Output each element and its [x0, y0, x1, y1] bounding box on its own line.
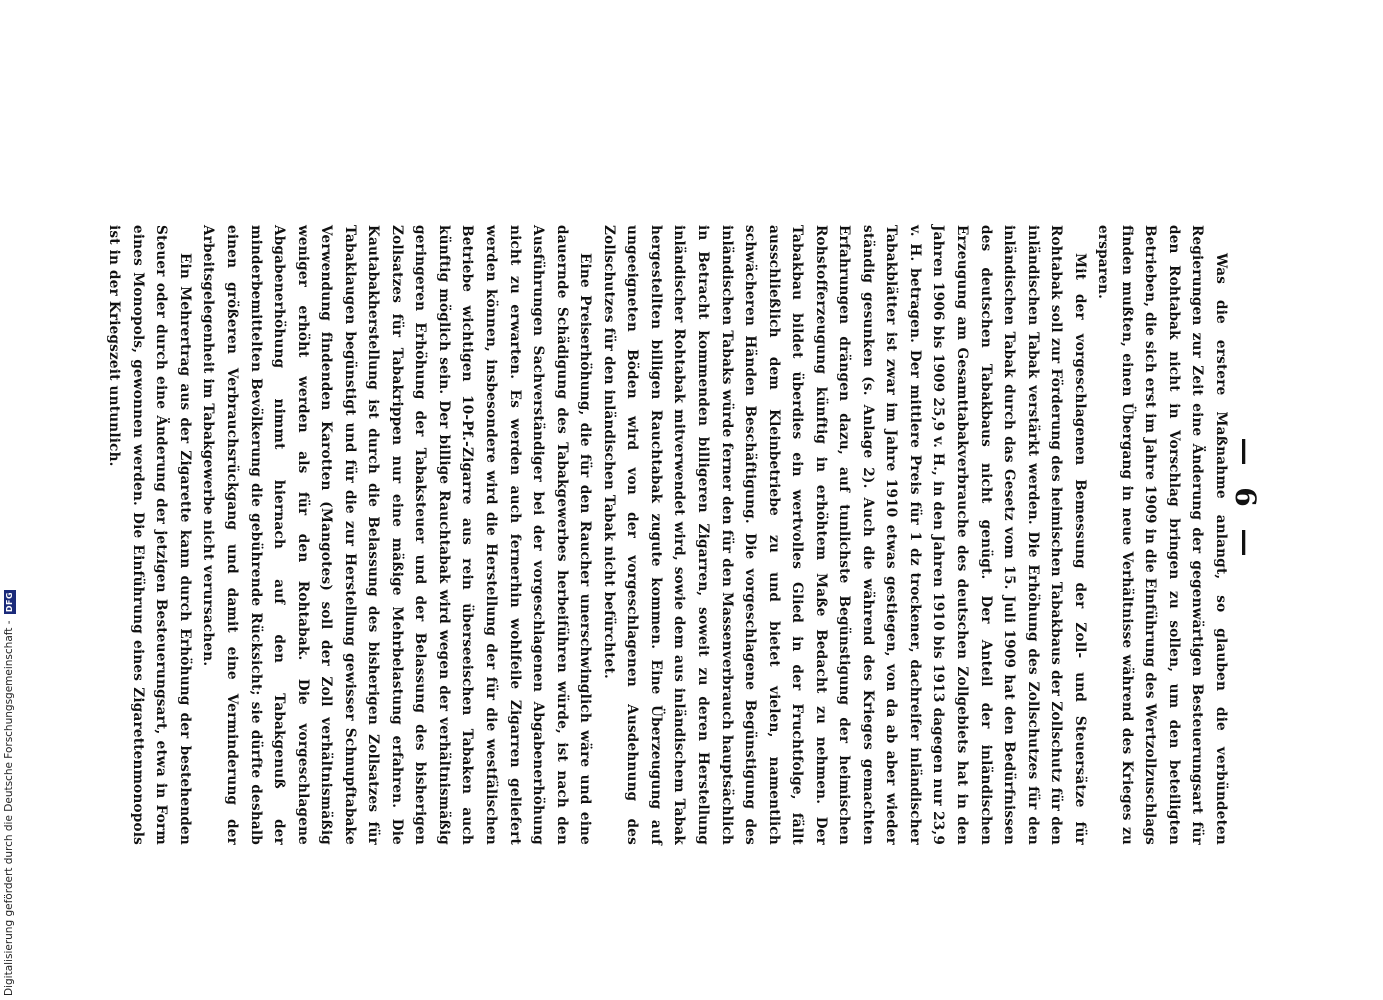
body-text — [106, 225, 1232, 845]
paragraph-4: Ein Mehrertrag aus der Zigarette kann durch Erhöhung der bestehenden Steuer oder durch eine Änderung der jetzigen Besteuerungsart, etwa in Form eines Monopols, gewonnen werden. Die Einführung eines Zigarettenmonopols ist in der Kriegszeit untunlich. — [106, 225, 193, 845]
credit-text: Digitalisierung gefördert durch die Deutsche Forschungsgemeinschaft - — [3, 620, 15, 996]
page-number: — 6 — — [1229, 437, 1262, 563]
digitization-credit — [2, 0, 16, 996]
paragraph-3: Eine Preiserhöhung, die für den Raucher unerschwinglich wäre und eine dauernde Schädigung des Tabakgewerbes herbeiführen würde, ist nach den Ausführungen Sachverständiger bei der vorgeschlagenen Abgabenerhöhung nicht zu erwarten. Es werden auch fernerhin wohlfeile Zigarren geliefert werden können, insbesondere wird die Herstellung der für die westfälischen Betriebe wichtigen 10-Pf.-Zigarre aus rein überseeischen Tabaken auch künftig möglich sein. Der billige Rauchtabak wird wegen der verhältnismäßig geringeren Erhöhung der Tabaksteuer und der Belassung des bisherigen Zollsatzes für Tabakrippen nur eine mäßige Mehrbelastung erfahren. Die Kautabakherstellung ist durch die Belassung des bisherigen Zollsatzes für Tabaklaugen begünstigt und für die zur Herstellung gewisser Schnupftabake Verwendung findenden Karotten (Mangotes) soll der Zoll verhältnismäßig weniger erhöht werden als für den Rohtabak. Die vorgeschlagene Abgabenerhöhung nimmt hiernach auf den Tabakgenuß der minderbemittelten Bevölkerung die gebührende Rücksicht; sie dürfte deshalb einen größeren Verbrauchsrückgang und damit eine Verminderung der Arbeitsgelegenheit im Tabakgewerbe nicht verursachen. — [200, 225, 594, 845]
document-page — [106, 0, 1262, 1000]
paragraph-1: Was die erstere Maßnahme anlangt, so glauben die verbündeten Regierungen zur Zeit eine Änderung der gegenwärtigen Besteuerungsart für den Rohtabak nicht in Vorschlag bringen zu sollen, um den beteiligten Betrieben, die sich erst im Jahre 1909 in die Einführung des Wertzollzuschlags finden mußten, einen Übergang in neue Verhältnisse während des Krieges zu ersparen. — [1095, 225, 1229, 845]
dfg-logo: DFG — [5, 591, 14, 613]
paragraph-2: Mit der vorgeschlagenen Bemessung der Zoll- und Steuersätze für Rohtabak soll zur Förderung des heimischen Tabakbaus der Zollschutz für den inländischen Tabak verstärkt werden. Die Erhöhung des Zollschutzes für den inländischen Tabak durch das Gesetz vom 15. Juli 1909 hat den Bedürfnissen des deutschen Tabakbaus nicht genügt. Der Anteil der inländischen Erzeugung am Gesamttabakverbrauche des deutschen Zollgebiets hat in den Jahren 1906 bis 1909 25,9 v. H., in den Jahren 1910 bis 1913 dagegen nur 23,9 v. H. betragen. Der mittlere Preis für 1 dz trockener, dachreifer inländischer Tabakblätter ist zwar im Jahre 1910 etwas gestiegen, von da ab aber wieder ständig gesunken (s. Anlage 2). Auch die während des Krieges gemachten Erfahrungen drängen dazu, auf tunlichste Begünstigung der heimischen Rohstofferzeugung künftig in erhöhtem Maße Bedacht zu nehmen. Der Tabakbau bildet überdies ein wertvolles Glied in der Fruchtfolge, fällt ausschließlich dem Kleinbetriebe zu und bietet vielen, namentlich schwächeren Händen Beschäftigung. Die vorgeschlagene Begünstigung des inländischen Tabaks würde ferner den für den Massenverbrauch hauptsächlich in Betracht kommenden billigeren Zigarren, soweit zu deren Herstellung inländischer Rohtabak mitverwendet wird, sowie dem aus inländischem Tabak hergestellten billigen Rauchtabak zugute kommen. Eine Überzeugung auf ungeeigneten Böden wird von der vorgeschlagenen Ausdehnung des Zollschutzes für den inländischen Tabak nicht befürchtet. — [600, 225, 1088, 845]
